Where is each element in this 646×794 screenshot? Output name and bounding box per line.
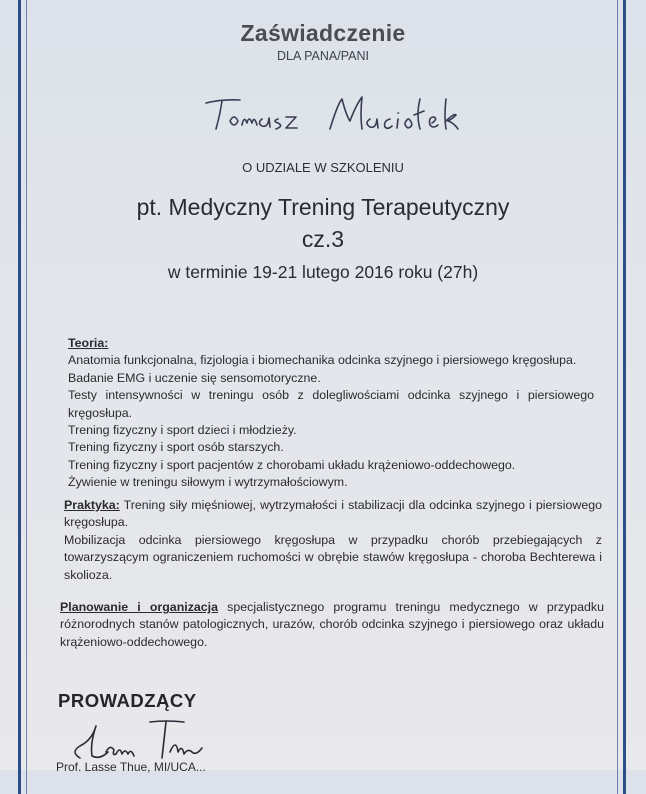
teoria-item: Trening fizyczny i sport osób starszych. [68, 440, 284, 455]
teoria-item: Trening fizyczny i sport dzieci i młodzieży. [68, 423, 297, 438]
teoria-item: Badanie EMG i uczenie się sensomotoryczne. [68, 370, 321, 385]
planowanie-text: specjalistycznego programu treningu medycznego w przypadku różnorodnych stanów patologicznych, urazów, chorób odcinka szyjnego i piersiowego oraz układu krążeniowo-oddechowego. [60, 600, 604, 649]
praktyka-text-1: Trening siły mięśniowej, wytrzymałości i stabilizacji dla odcinka szyjnego i piersiowego kręgosłupa. [64, 498, 602, 530]
section-planowanie [60, 599, 604, 651]
teoria-item: Testy intensywności w treningu osób z dolegliwościami odcinka szyjnego i piersiowego kręgosłupa. [68, 388, 594, 420]
participation-label: O UDZIALE W SZKOLENIU [242, 160, 404, 175]
section-teoria [68, 335, 594, 492]
course-title-line1: pt. Medyczny Trening Terapeutyczny [136, 194, 510, 220]
section-praktyka [64, 497, 602, 584]
certificate-subtitle: DLA PANA/PANI [277, 49, 369, 63]
teoria-item: Żywienie w treningu siłowym i wytrzymałościowym. [68, 475, 348, 490]
course-title [0, 191, 646, 255]
teoria-item: Trening fizyczny i sport pacjentów z chorobami układu krążeniowo-oddechowego. [68, 457, 516, 472]
instructor-heading: PROWADZĄCY [58, 690, 197, 711]
course-dates: w terminie 19-21 lutego 2016 roku (27h) [167, 262, 479, 282]
instructor-name: Prof. Lasse Thue, MI/UCA... [56, 760, 206, 774]
certificate-title: Zaświadczenie [240, 20, 406, 46]
course-title-line2: cz.3 [301, 226, 345, 252]
praktyka-paragraph-1 [64, 497, 602, 532]
teoria-heading: Teoria: [68, 336, 109, 350]
planowanie-heading: Planowanie i organizacja [60, 600, 219, 614]
praktyka-heading: Praktyka: [64, 498, 120, 512]
praktyka-text-2: Mobilizacja odcinka piersiowego kręgosłupa w przypadku chorób przebiegających z towarzyszącym ograniczeniem ruchomości w obrębie stawów kręgosłupa - choroba Bechterewa i skolioza. [64, 532, 602, 582]
teoria-item: Anatomia funkcjonalna, fizjologia i biomechanika odcinka szyjnego i piersiowego kręgosłupa. [68, 353, 577, 368]
recipient-handwritten-name [200, 85, 490, 141]
